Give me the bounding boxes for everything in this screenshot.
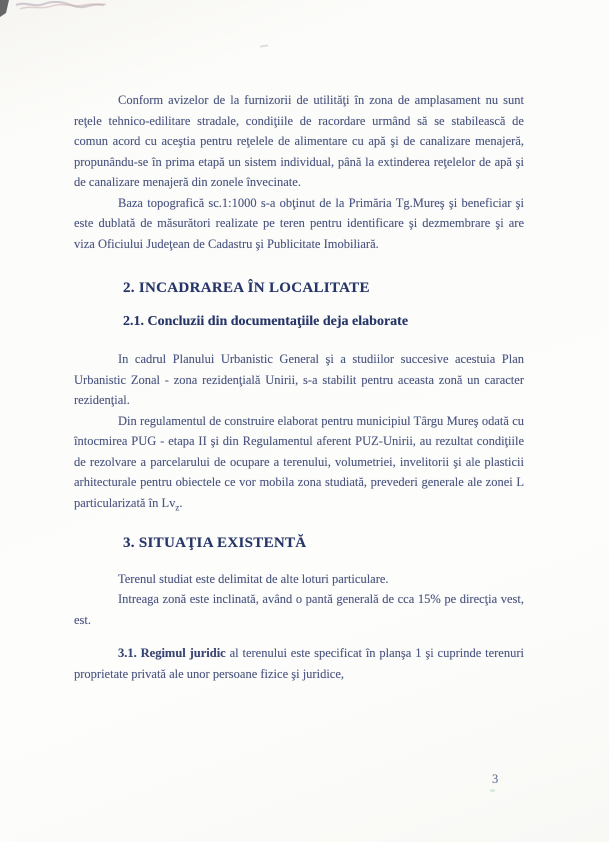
paragraph-utilities: Conform avizelor de la furnizorii de utilităţi în zona de amplasament nu sunt reţele tehnico-edilitare stradale, condiţiile de racordare urmând să se stabilească de comun acord cu aceştia pentru reţelele de alimentare cu apă şi de canalizare menajeră, propunându-se în prima etapă un sistem individual, până la extinderea reţelelor de apă şi de canalizare menajeră din zonele învecinate. xyxy=(74,93,524,189)
page-number: 3 xyxy=(492,772,499,786)
paper-speck xyxy=(260,44,268,47)
paragraph-terrain-delimitation: Terenul studiat este delimitat de alte loturi particulare. xyxy=(118,571,389,586)
zone-code-subscript: z xyxy=(175,502,180,512)
document-body xyxy=(74,90,524,684)
scan-speck xyxy=(490,789,495,792)
paragraph-regulations xyxy=(74,411,524,514)
paragraph-legal-regime xyxy=(74,643,524,684)
paragraph-slope: Intreaga zonă este inclinată, având o pantă generală de cca 15% pe direcţia vest, est. xyxy=(74,592,524,627)
paragraph-topographic-base: Baza topografică sc.1:1000 s-a obţinut de la Primăria Tg.Mureş şi beneficiar şi este dublată de măsurători realizate pe teren pentru identificare şi dezmembrare şi are viza Oficiului Judeţean de Cadastru şi Publicitate Imobiliară. xyxy=(74,195,524,251)
legal-regime-text: al terenului este specificat în planşa 1 şi cuprinde terenuri proprietate privată ale unor persoane fizice şi juridice, xyxy=(74,646,524,681)
ink-smudge-mark xyxy=(0,0,9,17)
scan-corner-artifact xyxy=(0,0,120,24)
paragraph-regulations-period: . xyxy=(179,495,183,510)
section-heading-2: 2. INCADRAREA ÎN LOCALITATE xyxy=(123,280,370,296)
paragraph-regulations-text: Din regulamentul de construire elaborat pentru municipiul Târgu Mureş odată cu întocmirea PUG - etapa II şi din Regulamentul aferent PUZ-Unirii, au rezultat condiţiile de rezolvare a parcelarului de ocupare a terenului, volumetriei, invelitorii şi ale plasticii arhitecturale pentru obiectele ce vor mobila zona studiată, prevederi generale ale zonei L particularizată în Lv xyxy=(74,413,524,510)
subsection-heading-2-1: 2.1. Concluzii din documentaţiile deja elaborate xyxy=(123,313,409,329)
paragraph-pug-context: In cadrul Planului Urbanistic General şi a studiilor succesive acestuia Plan Urbanistic Zonal - zona rezidenţială Unirii, s-a stabilit pentru aceasta zonă un caracter rezidenţial. xyxy=(74,352,524,407)
legal-regime-label: 3.1. Regimul juridic xyxy=(118,646,226,660)
section-heading-3: 3. SITUAŢIA EXISTENTĂ xyxy=(123,535,307,551)
